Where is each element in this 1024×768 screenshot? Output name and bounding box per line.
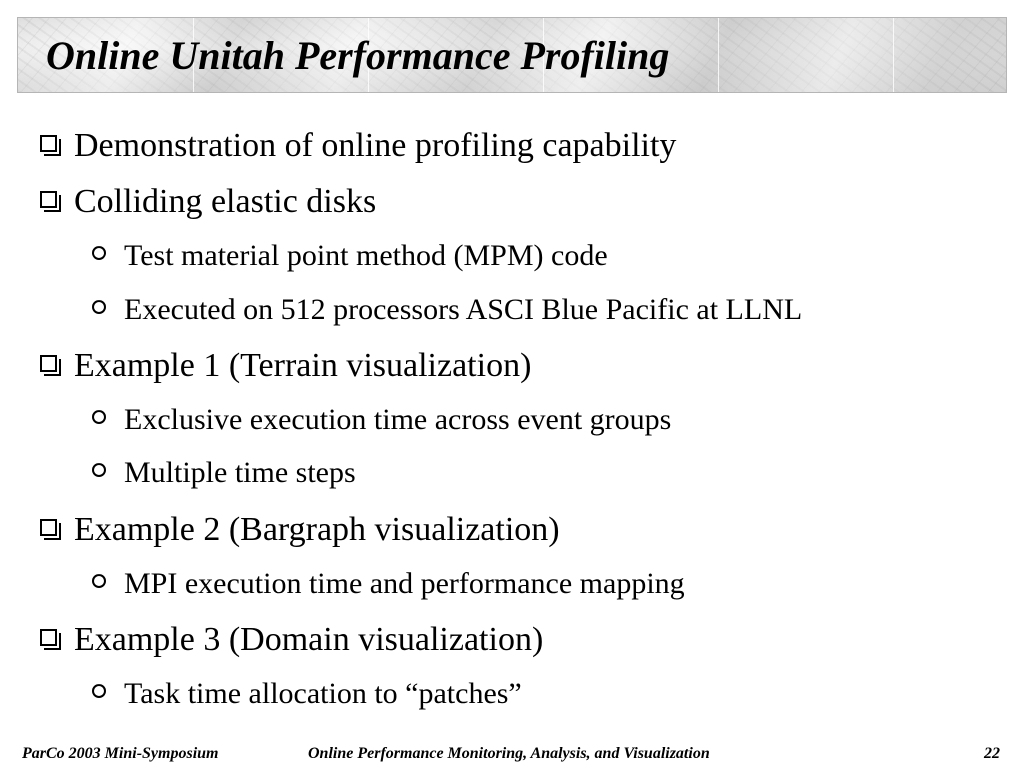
footer-event: ParCo 2003 Mini-Symposium [22,745,219,762]
list-item [40,508,560,550]
slide-title: Online Unitah Performance Profiling [46,33,670,78]
list-item [92,453,356,491]
hollow-circle-icon [92,246,106,260]
list-item [92,400,671,438]
list-item-text: Exclusive execution time across event groups [124,403,672,437]
list-item-text: Executed on 512 processors ASCI Blue Pacific at LLNL [124,293,803,327]
hollow-square-icon [40,135,57,152]
list-item-text: Task time allocation to “patches” [124,677,522,711]
list-item-text: Example 1 (Terrain visualization) [74,347,532,385]
hollow-circle-icon [92,463,106,477]
list-item [40,618,543,660]
hollow-circle-icon [92,300,106,314]
list-item [92,290,802,328]
list-item-text: Colliding elastic disks [74,183,377,221]
footer-talk-title: Online Performance Monitoring, Analysis, and Visualization [308,745,710,762]
list-item-text: Test material point method (MPM) code [124,239,608,273]
hollow-circle-icon [92,684,106,698]
list-item-text: Multiple time steps [124,456,356,490]
list-item [40,124,676,166]
hollow-circle-icon [92,574,106,588]
list-item [92,564,685,602]
list-item [92,236,608,274]
list-item-text: MPI execution time and performance mapping [124,567,685,601]
list-item [40,180,376,222]
page-number: 22 [984,745,1000,762]
hollow-square-icon [40,191,57,208]
list-item-text: Example 3 (Domain visualization) [74,621,544,659]
hollow-square-icon [40,629,57,646]
hollow-square-icon [40,519,57,536]
hollow-square-icon [40,355,57,372]
list-item [92,674,522,712]
hollow-circle-icon [92,410,106,424]
list-item-text: Demonstration of online profiling capability [74,127,677,165]
list-item-text: Example 2 (Bargraph visualization) [74,511,560,549]
list-item [40,344,531,386]
